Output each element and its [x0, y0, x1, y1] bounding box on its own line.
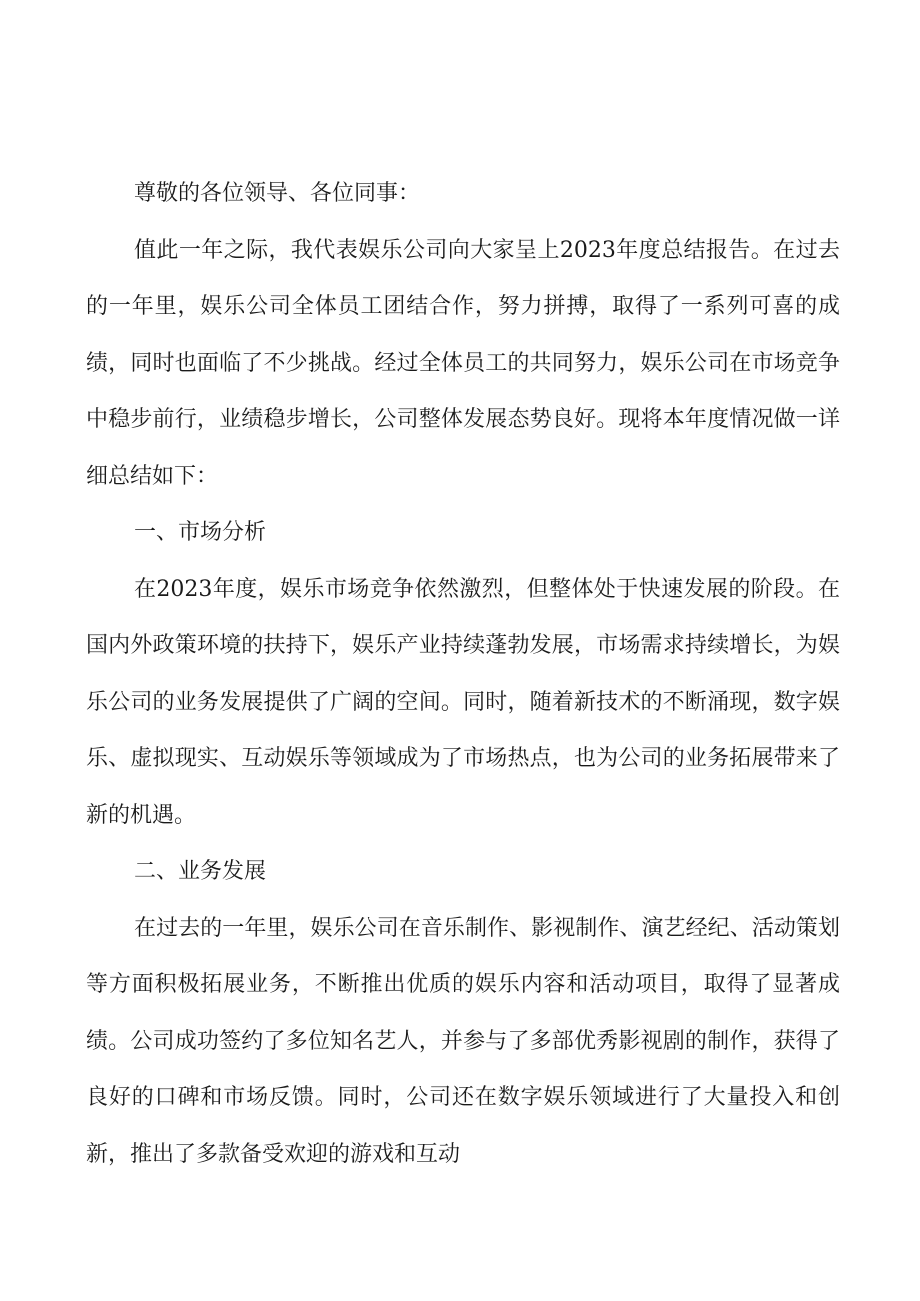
- salutation: 尊敬的各位领导、各位同事：: [134, 181, 421, 206]
- section-heading-business-development: 二、业务发展: [134, 859, 267, 884]
- document-body: [86, 166, 840, 1183]
- business-development-paragraph: 在过去的一年里，娱乐公司在音乐制作、影视制作、演艺经纪、活动策划等方面积极拓展业务，不断推出优质的娱乐内容和活动项目，取得了显著成绩。公司成功签约了多位知名艺人，并参与了多部优秀影视剧的制作，获得了良好的口碑和市场反馈。同时，公司还在数字娱乐领域进行了大量投入和创新，推出了多款备受欢迎的游戏和互动: [86, 915, 840, 1167]
- section-heading-market-analysis: 一、市场分析: [134, 520, 267, 545]
- intro-paragraph: 值此一年之际，我代表娱乐公司向大家呈上2023年度总结报告。在过去的一年里，娱乐公司全体员工团结合作，努力拼搏，取得了一系列可喜的成绩，同时也面临了不少挑战。经过全体员工的共同努力，娱乐公司在市场竞争中稳步前行，业绩稳步增长，公司整体发展态势良好。现将本年度情况做一详细总结如下：: [86, 237, 840, 489]
- market-analysis-paragraph: 在2023年度，娱乐市场竞争依然激烈，但整体处于快速发展的阶段。在国内外政策环境的扶持下，娱乐产业持续蓬勃发展，市场需求持续增长，为娱乐公司的业务发展提供了广阔的空间。同时，随着新技术的不断涌现，数字娱乐、虚拟现实、互动娱乐等领域成为了市场热点，也为公司的业务拓展带来了新的机遇。: [86, 576, 840, 828]
